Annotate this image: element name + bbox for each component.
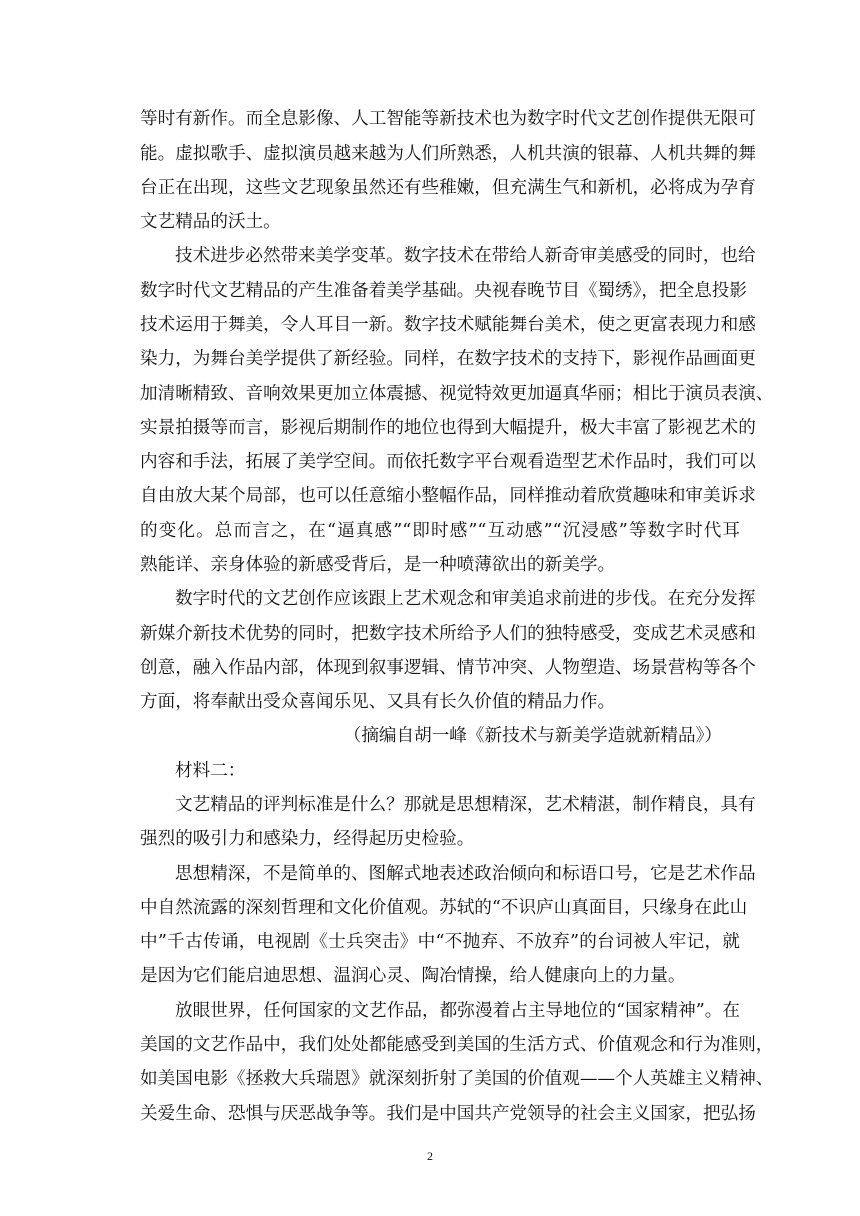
- text-line: 如美国电影《拯救大兵瑞恩》就深刻折射了美国的价值观——个人英雄主义精神、: [140, 1069, 774, 1089]
- text-line: 是因为它们能启迪思想、温润心灵、陶冶情操，给人健康向上的力量。: [140, 966, 686, 986]
- text-line: 染力，为舞台美学提供了新经验。同样，在数字技术的支持下，影视作品画面更: [140, 349, 756, 369]
- text-line: 美国的文艺作品中，我们处处都能感受到美国的生活方式、价值观念和行为准则，: [140, 1035, 774, 1055]
- text-line: 中自然流露的深刻哲理和文化价值观。苏轼的“不识庐山真面目，只缘身在此山: [140, 898, 748, 918]
- text-line: 加清晰精致、音响效果更加立体震撼、视觉特效更加逼真华丽；相比于演员表演、: [140, 384, 774, 404]
- text-line: 内容和手法，拓展了美学空间。而依托数字平台观看造型艺术作品时，我们可以: [140, 452, 756, 472]
- paragraph-first-line: 文艺精品的评判标准是什么？那就是思想精深，艺术精湛，制作精良，具有: [175, 795, 756, 815]
- section-heading: 材料二：: [175, 761, 246, 781]
- text-line: 新媒介新技术优势的同时，把数字技术所给予人们的独特感受，变成艺术灵感和: [140, 624, 756, 644]
- text-line: 方面，将奉献出受众喜闻乐见、又具有长久价值的精品力作。: [140, 692, 616, 712]
- text-line: 关爱生命、恐惧与厌恶战争等。我们是中国共产党领导的社会主义国家，把弘扬: [140, 1104, 756, 1124]
- paragraph-first-line: 思想精深，不是简单的、图解式地表述政治倾向和标语口号，它是艺术作品: [175, 864, 756, 884]
- paragraph-first-line: 数字时代的文艺创作应该跟上艺术观念和审美追求前进的步伐。在充分发挥: [175, 589, 756, 609]
- text-line: 熟能详、亲身体验的新感受背后，是一种喷薄欲出的新美学。: [140, 555, 616, 575]
- text-line: 的变化。总而言之，在“逼真感”“即时感”“互动感”“沉浸感”等数字时代耳: [140, 521, 740, 541]
- paragraph-first-line: 技术进步必然带来美学变革。数字技术在带给人新奇审美感受的同时，也给: [175, 246, 756, 266]
- text-line: 能。虚拟歌手、虚拟演员越来越为人们所熟悉，人机共演的银幕、人机共舞的舞: [140, 144, 756, 164]
- text-line: 数字时代文艺精品的产生准备着美学基础。央视春晚节目《蜀绣》，把全息投影: [140, 281, 747, 301]
- text-line: 创意，融入作品内部，体现到叙事逻辑、情节冲突、人物塑造、场景营构等各个: [140, 658, 756, 678]
- page-number: 2: [427, 1149, 433, 1163]
- text-line: 强烈的吸引力和感染力，经得起历史检验。: [140, 829, 475, 849]
- text-line: 实景拍摄等而言，影视后期制作的地位也得到大幅提升，极大丰富了影视艺术的: [140, 418, 756, 438]
- text-line: 台正在出现，这些文艺现象虽然还有些稚嫩，但充满生气和新机，必将成为孕育: [140, 178, 756, 198]
- text-line: 文艺精品的沃土。: [140, 212, 281, 232]
- text-line: 中”千古传诵，电视剧《士兵突击》中“不抛弃、不放弃”的台词被人牢记，就: [140, 932, 740, 952]
- source-citation: （摘编自胡一峰《新技术与新美学造就新精品》）: [343, 726, 722, 746]
- text-line: 技术运用于舞美，令人耳目一新。数字技术赋能舞台美术，使之更富表现力和感: [140, 315, 756, 335]
- text-line: 等时有新作。而全息影像、人工智能等新技术也为数字时代文艺创作提供无限可: [140, 109, 756, 129]
- paragraph-first-line: 放眼世界，任何国家的文艺作品，都弥漫着占主导地位的“国家精神”。在: [175, 1001, 740, 1021]
- text-line: 自由放大某个局部，也可以任意缩小整幅作品，同样推动着欣赏趣味和审美诉求: [140, 486, 756, 506]
